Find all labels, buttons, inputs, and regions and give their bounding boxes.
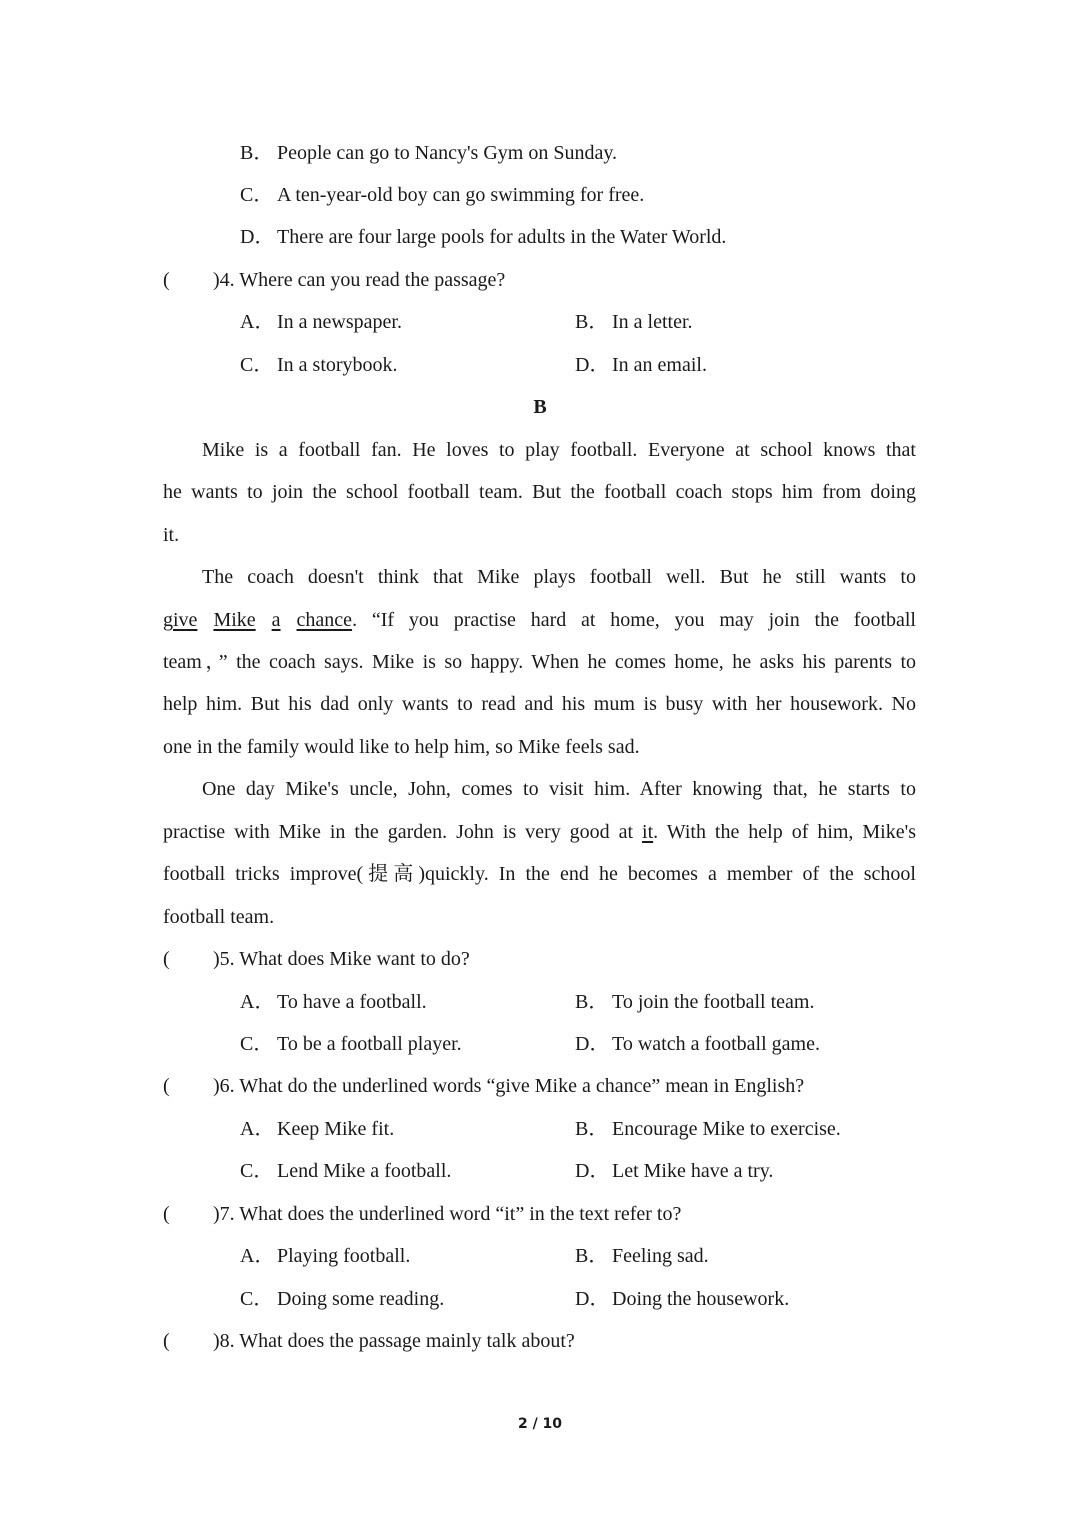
q4-option-d: D． In an email. bbox=[575, 354, 707, 376]
q3-option-b: B． People can go to Nancy's Gym on Sunday. bbox=[240, 142, 618, 164]
q5-option-d: D． To watch a football game. bbox=[575, 1033, 820, 1055]
q6-option-b: B． Encourage Mike to exercise. bbox=[575, 1118, 841, 1140]
underlined-give: give bbox=[163, 609, 198, 631]
q3-option-d: D． There are four large pools for adults in the Water World. bbox=[240, 226, 727, 248]
passage-p3-line1: One day Mike's uncle, John, comes to visit him. After knowing that, he starts to bbox=[202, 778, 916, 800]
underlined-a: a bbox=[271, 609, 281, 631]
answer-paren[interactable]: ( bbox=[163, 1075, 170, 1097]
answer-paren[interactable]: ( bbox=[163, 1330, 170, 1352]
underlined-it: it bbox=[642, 821, 654, 843]
underlined-chance: chance bbox=[296, 609, 353, 631]
answer-paren[interactable]: ( bbox=[163, 1203, 170, 1225]
passage-p2-line2: give Mike a chance. “If you practise hard at home, you may join the football bbox=[163, 609, 916, 631]
answer-paren[interactable]: ( bbox=[163, 269, 170, 291]
q3-option-c: C． A ten-year-old boy can go swimming for free. bbox=[240, 184, 645, 206]
q4-option-b: B． In a letter. bbox=[575, 311, 693, 333]
answer-paren[interactable]: ( bbox=[163, 948, 170, 970]
passage-p1-line2: he wants to join the school football team. But the football coach stops him from doing bbox=[163, 481, 916, 503]
section-heading-b: B bbox=[533, 396, 547, 418]
q5-option-a: A． To have a football. bbox=[240, 991, 427, 1013]
q7-option-a: A． Playing football. bbox=[240, 1245, 411, 1267]
passage-p2-line5: one in the family would like to help him, so Mike feels sad. bbox=[163, 736, 640, 758]
q4-option-c: C． In a storybook. bbox=[240, 354, 398, 376]
q5-option-c: C． To be a football player. bbox=[240, 1033, 462, 1055]
q6-option-c: C． Lend Mike a football. bbox=[240, 1160, 452, 1182]
passage-p3-line3: football tricks improve(提高)quickly. In the end he becomes a member of the school bbox=[163, 863, 916, 885]
passage-p3-line2: practise with Mike in the garden. John is very good at it. With the help of him, Mike's bbox=[163, 821, 916, 843]
passage-p2-line4: help him. But his dad only wants to read and his mum is busy with her housework. No bbox=[163, 693, 916, 715]
q7-option-d: D． Doing the housework. bbox=[575, 1288, 790, 1310]
q7-option-c: C． Doing some reading. bbox=[240, 1288, 445, 1310]
underlined-mike: Mike bbox=[213, 609, 256, 631]
q5-option-b: B． To join the football team. bbox=[575, 991, 815, 1013]
q6-option-a: A． Keep Mike fit. bbox=[240, 1118, 395, 1140]
q6-option-d: D． Let Mike have a try. bbox=[575, 1160, 774, 1182]
passage-p2-line1: The coach doesn't think that Mike plays football well. But he still wants to bbox=[202, 566, 916, 588]
passage-p1-line3: it. bbox=[163, 524, 180, 546]
page-number: 2 / 10 bbox=[517, 1416, 563, 1432]
q7-option-b: B． Feeling sad. bbox=[575, 1245, 709, 1267]
passage-p2-line3: team，” the coach says. Mike is so happy. When he comes home, he asks his parents to bbox=[163, 651, 916, 673]
q4-option-a: A． In a newspaper. bbox=[240, 311, 402, 333]
passage-p1-line1: Mike is a football fan. He loves to play football. Everyone at school knows that bbox=[202, 439, 916, 461]
passage-p3-line4: football team. bbox=[163, 906, 275, 928]
